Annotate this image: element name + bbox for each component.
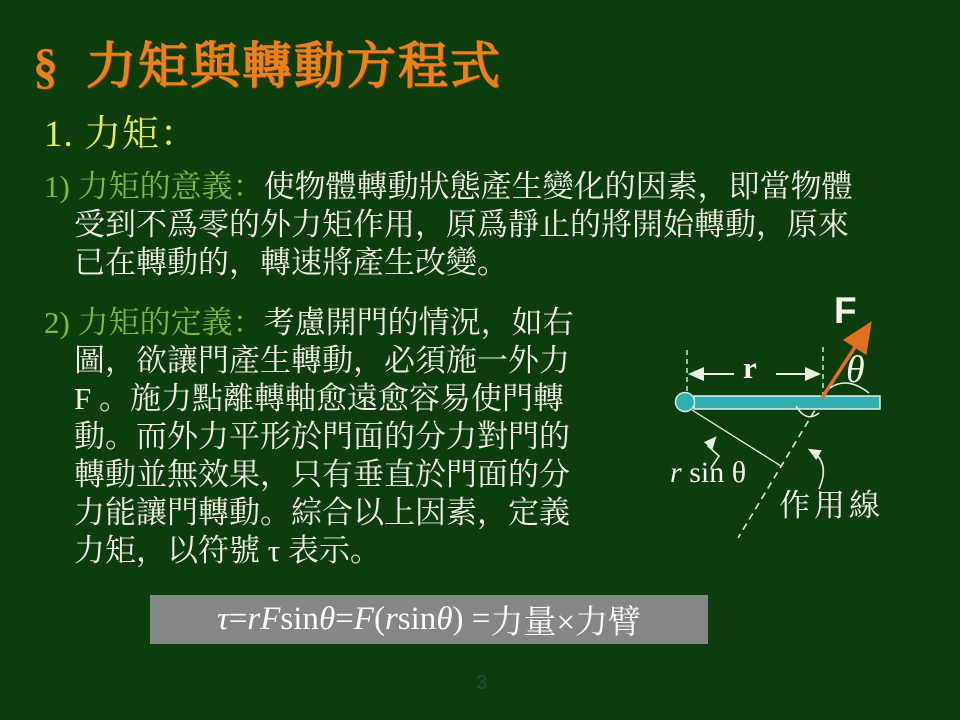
page-number: 3 xyxy=(476,672,488,694)
paragraph-torque-meaning xyxy=(44,168,944,282)
formula-theta1: θ xyxy=(318,601,336,637)
para1-text: 使物體轉動狀態產生變化的因素，即當物體 xyxy=(263,169,853,204)
slide-title-text: 力矩與轉動方程式 xyxy=(86,38,502,94)
para2-line7: 力矩，以符號 τ 表示。 xyxy=(74,533,381,568)
formula-sin2: sin xyxy=(397,601,437,637)
section-mark: § xyxy=(33,38,60,94)
heading-torque: 1. 力矩： xyxy=(44,114,198,155)
para1-number: 1) xyxy=(44,169,78,204)
torque-formula-box xyxy=(150,595,708,644)
para2-label: 力矩的定義： xyxy=(77,305,264,340)
para1-line3: 已在轉動的，轉速將產生改變。 xyxy=(74,245,508,280)
arm-r: r xyxy=(670,456,682,489)
arm-theta: θ xyxy=(731,456,747,489)
para2-line1 xyxy=(44,304,664,342)
torque-door-diagram xyxy=(630,290,960,550)
para2-line5: 轉動並無效果，只有垂直於門面的分 xyxy=(74,457,570,492)
formula-sin1: sin xyxy=(280,601,319,637)
para1-line2: 受到不爲零的外力矩作用，原爲靜止的將開始轉動，原來 xyxy=(74,207,849,242)
formula-chinese: 力量×力臂 xyxy=(490,605,642,641)
para2-number: 2) xyxy=(44,305,78,340)
formula-eq3: ) = xyxy=(452,601,491,637)
slide-title xyxy=(33,26,502,98)
formula-theta2: θ xyxy=(436,601,453,637)
formula-rF: rF xyxy=(247,601,281,637)
para1-label: 力矩的意義： xyxy=(77,169,264,204)
hinge-circle xyxy=(676,393,695,412)
radius-label: r xyxy=(743,350,757,385)
paragraph-torque-definition xyxy=(44,304,664,570)
action-line-label: 作用線 xyxy=(779,488,884,523)
moment-arm-label xyxy=(670,456,746,490)
force-label: F xyxy=(834,290,857,331)
para2-line3: F 。施力點離轉軸愈遠愈容易使門轉 xyxy=(74,381,564,416)
formula-eq2: = xyxy=(335,601,354,637)
formula-r: r xyxy=(384,601,398,637)
door-bar xyxy=(694,396,880,409)
para2-line6: 力能讓門轉動。綜合以上因素，定義 xyxy=(74,495,570,530)
para2-line2: 圖，欲讓門產生轉動，必須施一外力 xyxy=(74,343,570,378)
formula-tau: τ xyxy=(216,601,229,637)
arm-sin: sin xyxy=(681,456,732,489)
para1-line1 xyxy=(44,168,944,206)
theta-label: θ xyxy=(846,349,865,391)
formula-eq1: = xyxy=(228,601,248,637)
para2-text: 考慮開門的情況，如右 xyxy=(263,305,574,340)
para2-line4: 動。而外力平形於門面的分力對門的 xyxy=(74,419,570,454)
formula-F: F xyxy=(353,601,374,637)
formula-lparen: ( xyxy=(373,601,385,637)
